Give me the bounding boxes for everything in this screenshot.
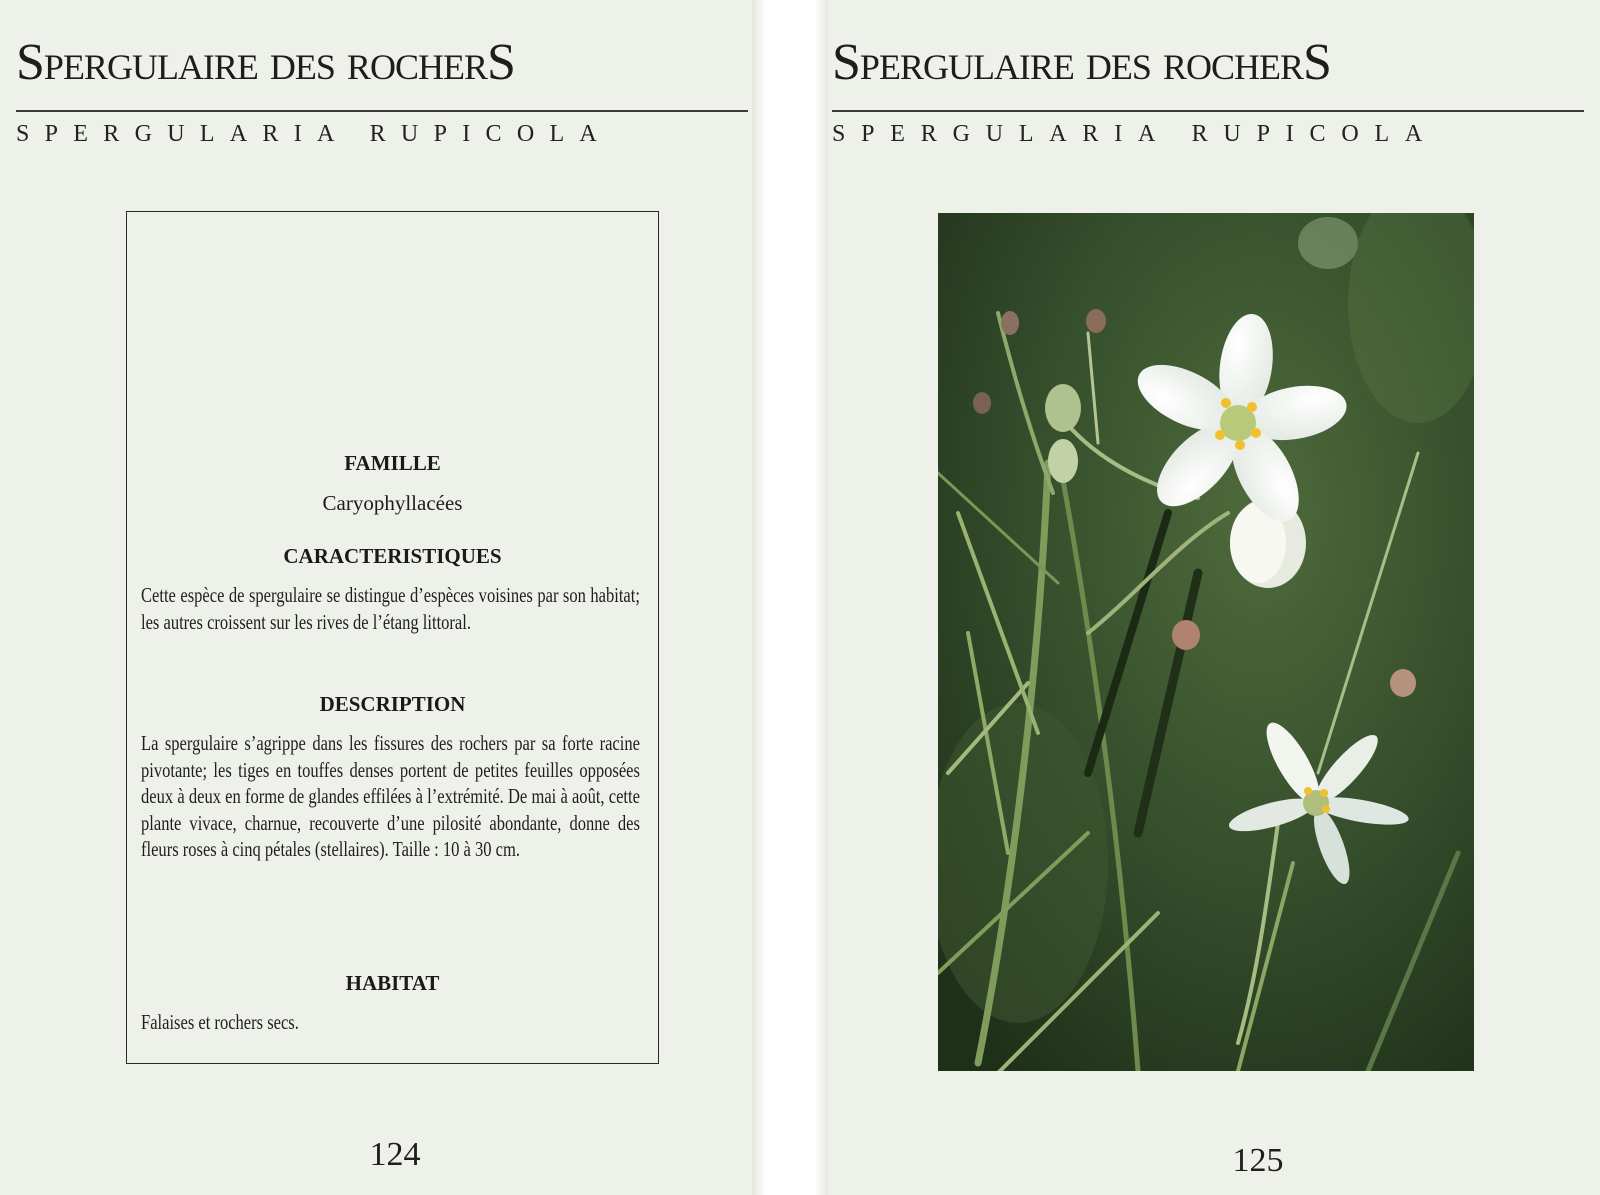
habitat-heading: HABITAT <box>345 971 440 995</box>
right-page <box>828 0 1600 1195</box>
white-star-flowers-photo <box>938 213 1474 1071</box>
famille-heading: FAMILLE <box>344 451 441 475</box>
page-title: Spergulaire des rocherS <box>832 34 1331 91</box>
left-page <box>0 0 752 1195</box>
book-gutter <box>752 0 828 1195</box>
latin-name: SPERGULARIA RUPICOLA <box>16 121 613 147</box>
title-rule <box>832 110 1584 112</box>
title-rule <box>16 110 748 112</box>
species-info-box <box>126 211 659 1064</box>
latin-name: SPERGULARIA RUPICOLA <box>832 121 1439 147</box>
page-title: Spergulaire des rocherS <box>16 34 515 91</box>
page-number: 125 <box>1232 1142 1284 1179</box>
famille-text: Caryophyllacées <box>322 491 463 515</box>
description-heading: DESCRIPTION <box>319 692 466 716</box>
page-number: 124 <box>369 1136 421 1173</box>
description-text: La spergulaire s’agrippe dans les fissures des rochers par sa forte racine pivotante; les tiges en touffes denses portent de petites feuilles opposées deux à deux en forme de glandes effilées à l’extrémité. De mai à août, cette plante vivace, charnue, recouverte d’une pilosité abondante, donne des fleurs roses à cinq pétales (stellaires). Taille : 10 à 30 cm. <box>141 731 640 861</box>
caracteristiques-heading: CARACTERISTIQUES <box>283 544 502 568</box>
caracteristiques-text: Cette espèce de spergulaire se distingue d’espèces voisines par son habitat; les autres croissent sur les rives de l’étang littoral. <box>141 583 640 634</box>
flower-illustration <box>938 213 1474 1071</box>
habitat-text: Falaises et rochers secs. <box>141 1010 299 1034</box>
